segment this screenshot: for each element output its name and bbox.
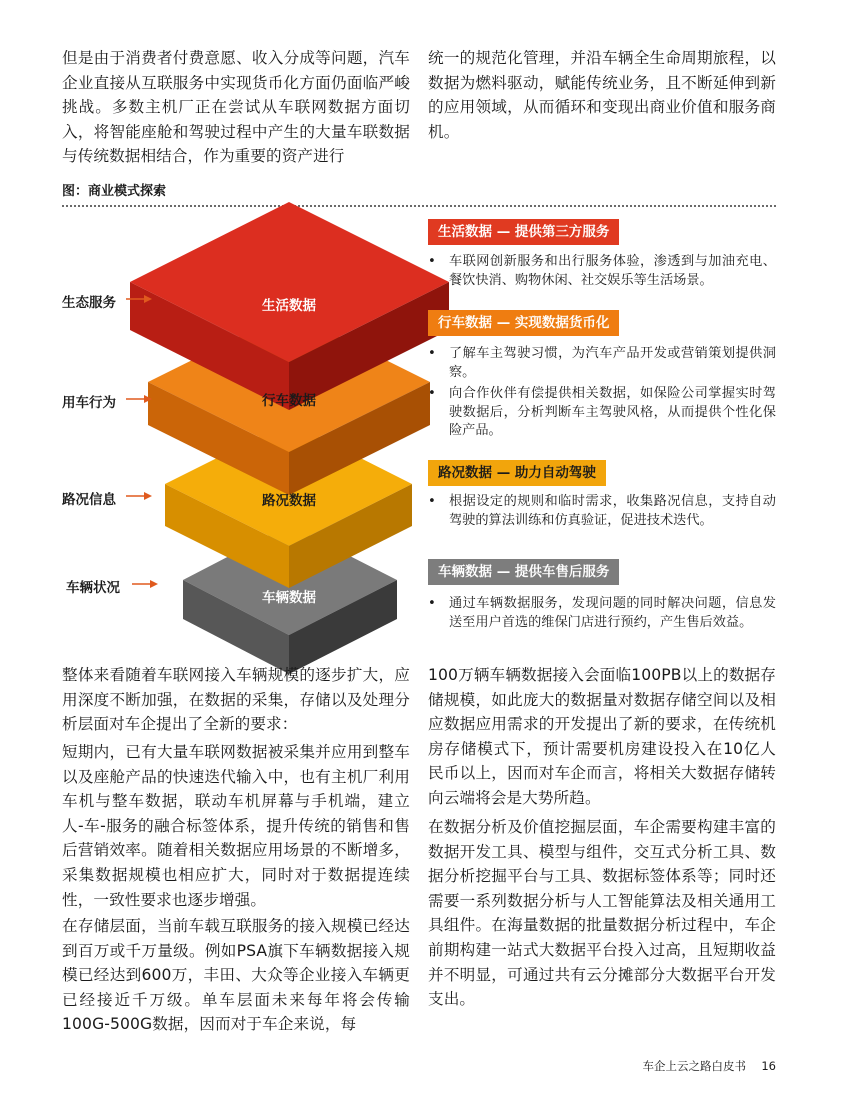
figure-title: 图：商业模式探索: [62, 184, 167, 199]
intro-paragraph-left: 但是由于消费者付费意愿、收入分成等问题，汽车企业直接从互联服务中实现货币化方面仍面临严峻挑战。多数主机厂正在尝试从车联网数据方面切入，将智能座舱和驾驶过程中产生的大量车联数据与传统数据相结合，作为重要的资产进行: [62, 49, 410, 166]
layer-label-vehicle: 车辆数据: [262, 590, 316, 606]
bullet-dot-icon: •: [428, 386, 436, 401]
bullet-dot-icon: •: [428, 254, 436, 269]
bullet-driving-1: • 了解车主驾驶习惯，为汽车产品开发或营销策划提供洞察。: [428, 346, 776, 380]
body-paragraph-right-2: 在数据分析及价值挖掘层面，车企需要构建丰富的数据开发工具、模型与组件，交互式分析工具、数据分析挖掘平台与工具、数据标签体系等；同时还需要一系列数据分析与人工智能算法及相关通用工具组件。在海量数据的批量数据分析过程中，车企前期构建一站式大数据平台投入过高，且短期收益并不明显，可通过共有云分摊部分大数据平台开发支出。: [428, 818, 776, 1009]
arrow-right-icon: [126, 393, 152, 405]
layer-label-driving: 行车数据: [262, 393, 316, 409]
footer-title: 车企上云之路白皮书: [642, 1059, 747, 1073]
bullet-vehicle-1: • 通过车辆数据服务，发现问题的同时解决问题，信息发送至用户首选的维保门店进行预约，产生售后效益。: [428, 596, 776, 630]
bullet-driving-2: • 向合作伙伴有偿提供相关数据，如保险公司掌握实时驾驶数据后，分析判断车主驾驶风格，从而提供个性化保险产品。: [428, 386, 776, 438]
bullet-road-1: • 根据设定的规则和临时需求，收集路况信息，支持自动驾驶的算法训练和仿真验证，促进技术迭代。: [428, 494, 776, 528]
page-footer: [643, 1058, 776, 1074]
tag-driving-data: 行车数据 — 实现数据货币化: [428, 310, 619, 336]
bullet-dot-icon: •: [428, 596, 436, 611]
tag-vehicle-data: 车辆数据 — 提供车售后服务: [428, 559, 619, 585]
side-label-ecosystem: 生态服务: [62, 295, 116, 311]
side-label-road: 路况信息: [62, 492, 116, 508]
arrow-right-icon: [126, 293, 152, 305]
page-number: 16: [761, 1059, 776, 1073]
layer-label-road: 路况数据: [262, 493, 316, 509]
bullet-dot-icon: •: [428, 346, 436, 361]
side-label-vehicle: 车辆状况: [66, 580, 120, 596]
side-label-usage: 用车行为: [62, 395, 116, 411]
bullet-dot-icon: •: [428, 494, 436, 509]
body-paragraph-right-1: 100万辆车辆数据接入会面临100PB以上的数据存储规模，如此庞大的数据量对数据存储空间以及相应数据应用需求的开发提出了新的要求，在传统机房存储模式下，预计需要机房建设投入在10亿人民币以上，因而对车企而言，将相关大数据存储转向云端将会是大势所趋。: [428, 666, 776, 807]
layer-label-life: 生活数据: [262, 298, 316, 314]
intro-paragraph-right: 统一的规范化管理，并沿车辆全生命周期旅程，以数据为燃料驱动，赋能传统业务，且不断延伸到新的应用领域，从而循环和变现出商业价值和服务商机。: [428, 49, 776, 141]
body-paragraph-left-3: 在存储层面，当前车载互联服务的接入规模已经达到百万或千万量级。例如PSA旗下车辆数据接入规模已经达到600万，丰田、大众等企业接入车辆更已经接近千万级。单车层面未来每年将会传输100G-500G数据，因而对于车企来说，每: [62, 917, 410, 1034]
body-paragraph-left-1: 整体来看随着车联网接入车辆规模的逐步扩大，应用深度不断加强，在数据的采集，存储以及处理分析层面对车企提出了全新的要求：: [62, 666, 410, 734]
arrow-right-icon: [126, 490, 152, 502]
tag-road-data: 路况数据 — 助力自动驾驶: [428, 460, 606, 486]
tag-life-data: 生活数据 — 提供第三方服务: [428, 219, 619, 245]
arrow-right-icon: [132, 578, 158, 590]
bullet-life-1: • 车联网创新服务和出行服务体验，渗透到与加油充电、餐饮快消、购物休闲、社交娱乐等生活场景。: [428, 254, 776, 288]
body-paragraph-left-2: 短期内，已有大量车联网数据被采集并应用到整车以及座舱产品的快速迭代输入中，也有主机厂利用车机与整车数据，联动车机屏幕与手机端，建立人-车-服务的融合标签体系，提升传统的销售和售后营销效率。随着相关数据应用场景的不断增多，采集数据规模也相应扩大，同时对于数据提连续性，一致性要求也逐步增强。: [62, 743, 410, 909]
